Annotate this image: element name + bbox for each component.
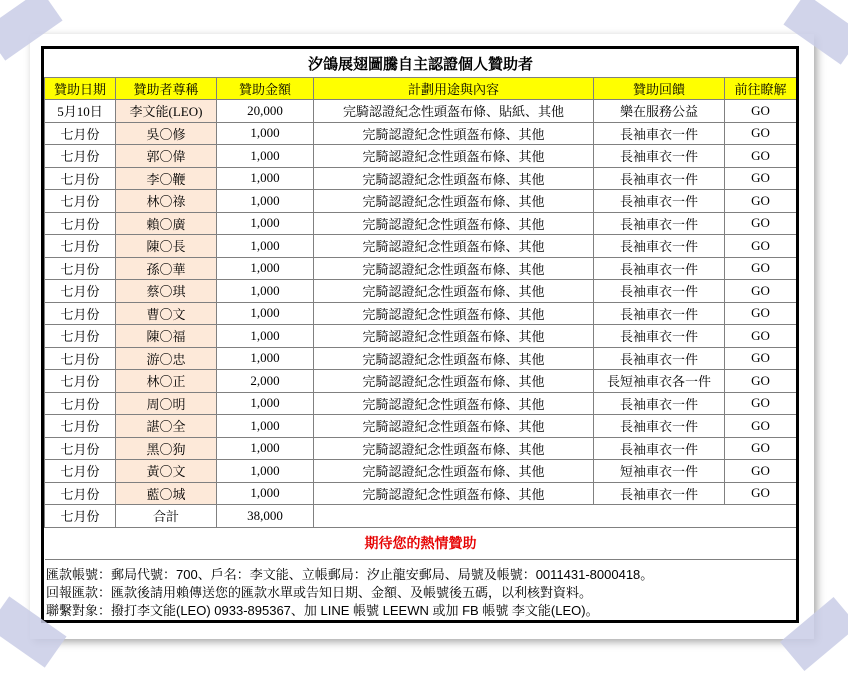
table-row (45, 100, 797, 123)
sponsor-name-cell: 黃〇文 (116, 460, 217, 483)
table-row (45, 235, 797, 258)
column-header: 前往瞭解 (725, 78, 797, 100)
amount-cell: 1,000 (217, 190, 314, 213)
go-link[interactable]: GO (725, 145, 797, 168)
purpose-cell: 完騎認證紀念性頭盔布條、其他 (314, 145, 594, 168)
purpose-cell: 完騎認證紀念性頭盔布條、其他 (314, 415, 594, 438)
document-card (30, 34, 814, 639)
reward-cell: 長袖車衣一件 (594, 212, 725, 235)
table-row (45, 437, 797, 460)
purpose-cell: 完騎認證紀念性頭盔布條、其他 (314, 482, 594, 505)
purpose-cell: 完騎認證紀念性頭盔布條、其他 (314, 122, 594, 145)
date-cell: 七月份 (45, 167, 116, 190)
sponsor-table (44, 49, 797, 560)
table-row (45, 370, 797, 393)
purpose-cell: 完騎認證紀念性頭盔布條、其他 (314, 257, 594, 280)
date-cell: 七月份 (45, 460, 116, 483)
amount-cell: 1,000 (217, 482, 314, 505)
purpose-cell: 完騎認證紀念性頭盔布條、其他 (314, 370, 594, 393)
amount-cell: 20,000 (217, 100, 314, 123)
sponsor-name-cell: 蔡〇琪 (116, 280, 217, 303)
table-row (45, 347, 797, 370)
amount-cell: 1,000 (217, 257, 314, 280)
sponsor-name-cell: 李文能(LEO) (116, 100, 217, 123)
go-link[interactable]: GO (725, 167, 797, 190)
date-cell: 七月份 (45, 122, 116, 145)
go-link[interactable]: GO (725, 280, 797, 303)
amount-cell: 1,000 (217, 392, 314, 415)
go-link[interactable]: GO (725, 257, 797, 280)
purpose-cell: 完騎認證紀念性頭盔布條、其他 (314, 280, 594, 303)
date-cell: 七月份 (45, 235, 116, 258)
sponsor-name-cell: 周〇明 (116, 392, 217, 415)
amount-cell: 1,000 (217, 145, 314, 168)
purpose-cell: 完騎認證紀念性頭盔布條、其他 (314, 235, 594, 258)
date-cell: 七月份 (45, 347, 116, 370)
amount-cell: 1,000 (217, 415, 314, 438)
amount-cell: 1,000 (217, 167, 314, 190)
reward-cell: 短袖車衣一件 (594, 460, 725, 483)
column-header: 贊助日期 (45, 78, 116, 100)
table-row (45, 460, 797, 483)
reward-cell: 長袖車衣一件 (594, 280, 725, 303)
amount-cell: 1,000 (217, 325, 314, 348)
column-header: 贊助者尊稱 (116, 78, 217, 100)
table-row (45, 302, 797, 325)
table-row (45, 482, 797, 505)
date-cell: 七月份 (45, 505, 116, 528)
report-remittance-info: 回報匯款：匯款後請用賴傳送您的匯款水單或告知日期、金額、及帳號後五碼，以利核對資料。 (46, 584, 593, 600)
header-row (45, 78, 797, 100)
amount-cell: 1,000 (217, 437, 314, 460)
sponsor-name-cell: 游〇忠 (116, 347, 217, 370)
date-cell: 七月份 (45, 482, 116, 505)
go-link[interactable]: GO (725, 325, 797, 348)
sponsor-name-cell: 陳〇長 (116, 235, 217, 258)
column-header: 贊助回饋 (594, 78, 725, 100)
table-row (45, 122, 797, 145)
go-link[interactable]: GO (725, 212, 797, 235)
date-cell: 5月10日 (45, 100, 116, 123)
go-link[interactable]: GO (725, 482, 797, 505)
sponsor-name-cell: 黑〇狗 (116, 437, 217, 460)
amount-cell: 2,000 (217, 370, 314, 393)
reward-cell: 長袖車衣一件 (594, 122, 725, 145)
go-link[interactable]: GO (725, 347, 797, 370)
reward-cell: 長袖車衣一件 (594, 167, 725, 190)
go-link[interactable]: GO (725, 235, 797, 258)
go-link[interactable]: GO (725, 460, 797, 483)
sponsor-name-cell: 曹〇文 (116, 302, 217, 325)
date-cell: 七月份 (45, 280, 116, 303)
date-cell: 七月份 (45, 370, 116, 393)
purpose-cell: 完騎認證紀念性頭盔布條、其他 (314, 347, 594, 370)
table-row (45, 257, 797, 280)
reward-cell: 長短袖車衣各一件 (594, 370, 725, 393)
table-row (45, 167, 797, 190)
reward-cell: 長袖車衣一件 (594, 190, 725, 213)
sponsor-name-cell: 諶〇全 (116, 415, 217, 438)
reward-cell: 長袖車衣一件 (594, 257, 725, 280)
date-cell: 七月份 (45, 437, 116, 460)
go-link[interactable]: GO (725, 302, 797, 325)
contact-info: 聯繫對象：撥打李文能(LEO) 0933-895367、加 LINE 帳號 LEEWN 或加 FB 帳號 李文能(LEO)。 (46, 602, 599, 618)
amount-cell: 1,000 (217, 347, 314, 370)
sponsor-name-cell: 陳〇福 (116, 325, 217, 348)
total-amount: 38,000 (217, 505, 314, 528)
go-link[interactable]: GO (725, 100, 797, 123)
sponsor-name-cell: 賴〇廣 (116, 212, 217, 235)
go-link[interactable]: GO (725, 190, 797, 213)
amount-cell: 1,000 (217, 280, 314, 303)
purpose-cell: 完騎認證紀念性頭盔布條、其他 (314, 392, 594, 415)
purpose-cell: 完騎認證紀念性頭盔布條、其他 (314, 325, 594, 348)
purpose-cell: 完騎認證紀念性頭盔布條、其他 (314, 167, 594, 190)
purpose-cell: 完騎認證紀念性頭盔布條、其他 (314, 437, 594, 460)
purpose-cell: 完騎認證紀念性頭盔布條、貼紙、其他 (314, 100, 594, 123)
go-link[interactable]: GO (725, 437, 797, 460)
date-cell: 七月份 (45, 257, 116, 280)
purpose-cell: 完騎認證紀念性頭盔布條、其他 (314, 212, 594, 235)
total-row (45, 505, 797, 528)
purpose-cell: 完騎認證紀念性頭盔布條、其他 (314, 460, 594, 483)
sponsor-name-cell: 林〇祿 (116, 190, 217, 213)
amount-cell: 1,000 (217, 235, 314, 258)
table-row (45, 145, 797, 168)
reward-cell: 長袖車衣一件 (594, 145, 725, 168)
reward-cell: 長袖車衣一件 (594, 347, 725, 370)
reward-cell: 樂在服務公益 (594, 100, 725, 123)
date-cell: 七月份 (45, 392, 116, 415)
date-cell: 七月份 (45, 325, 116, 348)
date-cell: 七月份 (45, 415, 116, 438)
page-title: 汐鴿展翅圖騰自主認證個人贊助者 (45, 49, 797, 78)
table-row (45, 280, 797, 303)
column-header: 計劃用途與內容 (314, 78, 594, 100)
date-cell: 七月份 (45, 145, 116, 168)
reward-cell: 長袖車衣一件 (594, 482, 725, 505)
info-section (44, 560, 796, 620)
column-header: 贊助金額 (217, 78, 314, 100)
reward-cell: 長袖車衣一件 (594, 325, 725, 348)
sponsor-name-cell: 藍〇城 (116, 482, 217, 505)
purpose-cell: 完騎認證紀念性頭盔布條、其他 (314, 190, 594, 213)
go-link[interactable]: GO (725, 370, 797, 393)
sponsor-name-cell: 林〇正 (116, 370, 217, 393)
sponsor-name-cell: 吳〇修 (116, 122, 217, 145)
reward-cell: 長袖車衣一件 (594, 437, 725, 460)
reward-cell: 長袖車衣一件 (594, 235, 725, 258)
empty-cell (314, 505, 797, 528)
reward-cell: 長袖車衣一件 (594, 415, 725, 438)
table-row (45, 392, 797, 415)
sponsor-name-cell: 李〇鞭 (116, 167, 217, 190)
date-cell: 七月份 (45, 212, 116, 235)
table-row (45, 212, 797, 235)
table-row (45, 415, 797, 438)
date-cell: 七月份 (45, 190, 116, 213)
sponsor-name-cell: 孫〇華 (116, 257, 217, 280)
amount-cell: 1,000 (217, 460, 314, 483)
go-link[interactable]: GO (725, 415, 797, 438)
reward-cell: 長袖車衣一件 (594, 392, 725, 415)
total-label: 合計 (116, 505, 217, 528)
date-cell: 七月份 (45, 302, 116, 325)
reward-cell: 長袖車衣一件 (594, 302, 725, 325)
go-link[interactable]: GO (725, 392, 797, 415)
sponsor-name-cell: 郭〇偉 (116, 145, 217, 168)
amount-cell: 1,000 (217, 122, 314, 145)
table-row (45, 190, 797, 213)
go-link[interactable]: GO (725, 122, 797, 145)
document-frame (41, 46, 799, 623)
table-row (45, 325, 797, 348)
purpose-cell: 完騎認證紀念性頭盔布條、其他 (314, 302, 594, 325)
amount-cell: 1,000 (217, 302, 314, 325)
bank-account-info: 匯款帳號：郵局代號：700、戶名：李文能、立帳郵局：汐止龍安郵局、局號及帳號：0011431-8000418。 (46, 566, 654, 582)
amount-cell: 1,000 (217, 212, 314, 235)
call-to-action: 期待您的熱情贊助 (45, 527, 797, 559)
